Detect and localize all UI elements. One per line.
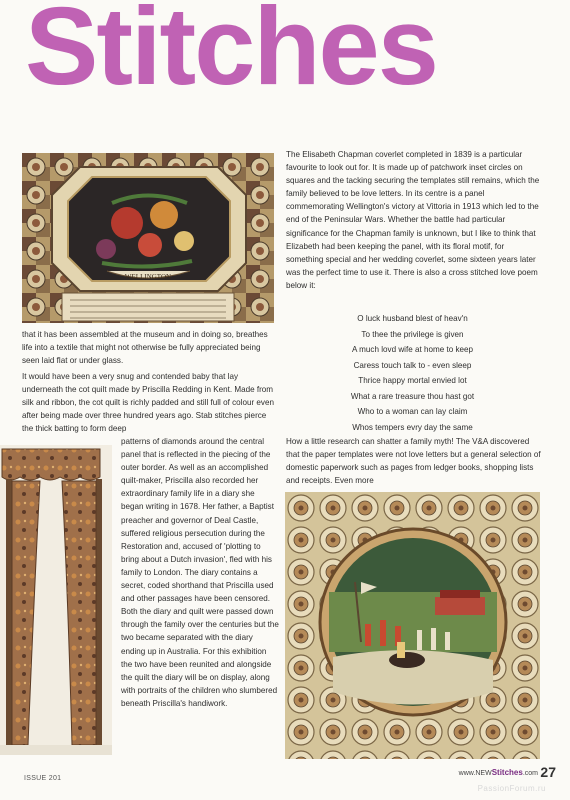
poem-line: To thee the privilege is given — [361, 329, 464, 339]
left-col-paragraph-2: It would have been a very snug and contended baby that lay underneath the cot quilt made by Priscilla Redding in Kent. Made from silk and ribbon, the cot quilt is richly padded and still full of colour even after being made over three hundred years ago. Stab stitches pierce the thick batting to form deep — [22, 372, 274, 434]
battle-panel-illustration — [285, 492, 540, 759]
love-poem — [290, 311, 535, 435]
cot-quilt-image — [0, 445, 112, 755]
poem-line: Whos tempers evry day the same — [352, 422, 473, 432]
page-number: 27 — [540, 764, 556, 780]
poem-line: What a rare treasure thou hast got — [350, 391, 475, 401]
poem-line: Caress touch talk to - even sleep — [353, 360, 472, 370]
watermark: PassionForum.ru — [477, 784, 546, 793]
coverlet-image — [22, 153, 274, 323]
coverlet-centre-panel-image — [285, 492, 540, 759]
website-brand: Stitches — [491, 768, 523, 777]
website-suffix: .com — [522, 770, 538, 777]
magazine-title: Stitches — [25, 0, 437, 108]
right-col-paragraph: The Elisabeth Chapman coverlet completed in 1839 is a particular favourite to look out for. It is made up of patchwork inset circles on squares and the tacking securing the templates still remains, which the family believed to be love letters. In its centre is a panel commemorating Wellington's victory at Vittoria in 1913 which led to the end of the Peninsular Wars. Whether the battle had particular significance for the Chapman family is unknown, but I like to think that Elizabeth had been keeping the panel, with its floral motif, for something special and her wedding coverlet, some sixteen years later was the perfect time to use it. There is also a cross stitched love poem below it: — [286, 150, 540, 290]
wellington-label: WELLINGTON — [124, 273, 172, 281]
poem-line: Who to a woman can lay claim — [357, 407, 468, 416]
website-prefix: www.NEW — [458, 770, 492, 777]
right-col-paragraph-2: How a little research can shatter a family myth! The V&A discovered that the paper templates were not love letters but a general selection of domestic paperwork such as pages from ledger books, shopping lists and receipts. Even more — [286, 437, 541, 486]
website-link[interactable] — [459, 768, 538, 777]
cot-quilt-illustration — [0, 445, 112, 755]
poem-line: O luck husband blest of heav'n — [357, 314, 468, 323]
left-col-paragraph-3: patterns of diamonds around the central panel that is reflected in the piecing of the outer border. As well as an accomplished quilt-maker, Priscilla also recorded her extraordinary family life in a diary she began writing in 1678. Her father, a Baptist preacher and governor of Deal Castle, suffered religious persecution during the Restoration and, accused of 'plotting to bring about a Dutch invasion', fled with his family to London. The diary contains a secret, coded shorthand that Priscilla used and other passages have been censored. Both the diary and quilt were passed down through the family over the centuries but the two became separated with the diary ending up in Australia. For this exhibition the two have been reunited and alongside the quilt the diary will be on display, along with portraits of the children who slumbered beneath Priscilla's handiwork. — [121, 437, 279, 708]
left-col-paragraph-1: that it has been assembled at the museum and in doing so, breathes life into a textile that might not otherwise be fully appreciated being seen laid flat or under glass. — [22, 330, 268, 366]
poem-line: A much lovd wife at home to keep — [351, 345, 474, 354]
coverlet-illustration — [22, 153, 274, 323]
poem-line: Thrice happy mortal envied lot — [358, 376, 467, 385]
issue-number: ISSUE 201 — [24, 775, 62, 782]
